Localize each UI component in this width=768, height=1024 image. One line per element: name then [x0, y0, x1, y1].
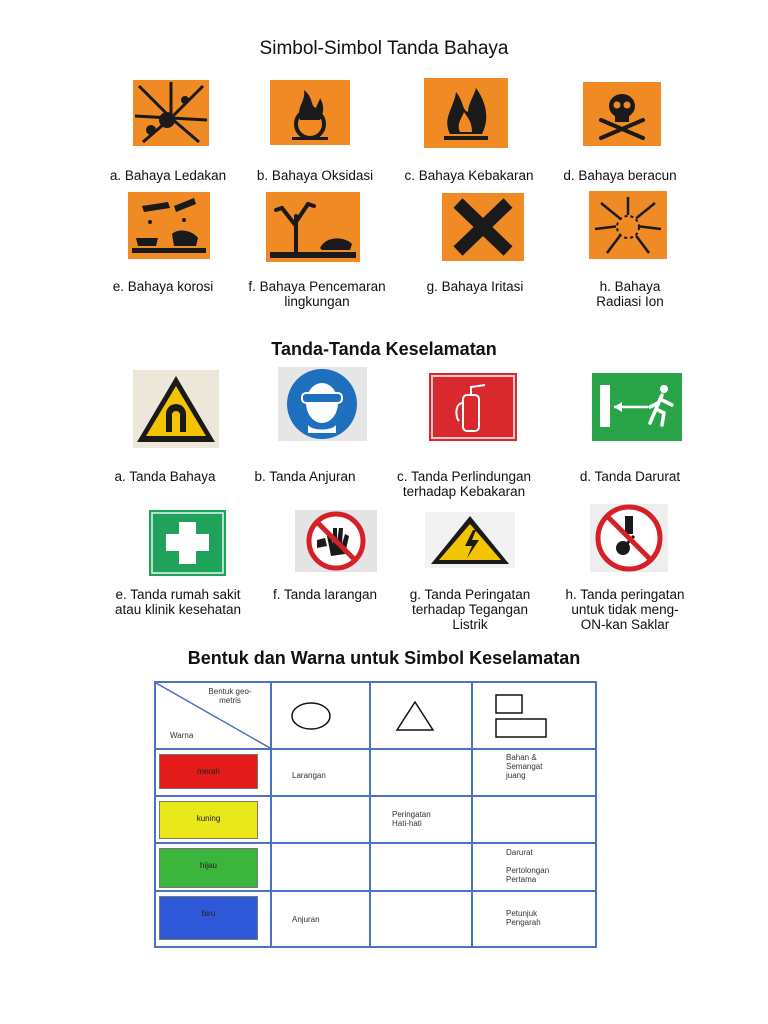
- explosive-icon: [133, 80, 209, 146]
- toxic-icon: [583, 82, 661, 146]
- color-swatch-green: [159, 848, 258, 888]
- color-name-red: merah: [197, 767, 220, 776]
- emergency-exit-icon: [592, 373, 682, 441]
- goggles-mandatory-icon: [278, 367, 367, 441]
- table-section-title: Bentuk dan Warna untuk Simbol Keselamatan: [187, 648, 581, 668]
- corrosive-icon: [128, 192, 210, 259]
- header-color-label: Warna: [170, 731, 194, 740]
- flammable-icon: [424, 78, 508, 148]
- cell-red-circle: Larangan: [292, 771, 326, 780]
- environment-icon: [266, 192, 360, 262]
- hazard-label-e: e. Bahaya korosi: [112, 279, 214, 294]
- hazard-label-d: d. Bahaya beracun: [563, 168, 677, 183]
- cell-yellow-triangle: Peringatan Hati-hati: [392, 810, 431, 828]
- hazard-label-c: c. Bahaya Kebakaran: [404, 168, 534, 183]
- safety-label-g: g. Tanda Peringatan terhadap Tegangan Listrik: [409, 587, 531, 632]
- header-shape-label: Bentuk geo- metris: [208, 687, 252, 705]
- color-name-blue: biru: [201, 909, 216, 918]
- high-voltage-icon: [425, 512, 515, 568]
- radiation-icon: [589, 191, 667, 259]
- circle-icon: [289, 699, 333, 733]
- irritant-icon: [442, 193, 524, 261]
- color-swatch-red: [159, 754, 258, 789]
- safety-label-e: e. Tanda rumah sakit atau klinik kesehatan: [114, 587, 242, 617]
- color-name-yellow: kuning: [196, 814, 221, 823]
- safety-label-f: f. Tanda larangan: [272, 587, 378, 602]
- swatch-fill: [160, 897, 257, 939]
- safety-label-a: a. Tanda Bahaya: [114, 469, 216, 484]
- hazard-section-title: Simbol-Simbol Tanda Bahaya: [259, 38, 509, 59]
- color-swatch-blue: [159, 896, 258, 940]
- first-aid-icon: [149, 510, 226, 576]
- magnet-warning-icon: [133, 370, 219, 448]
- hazard-label-g: g. Bahaya Iritasi: [426, 279, 524, 294]
- symbol-table: [154, 681, 597, 948]
- rectangle-icon: [494, 693, 550, 741]
- cell-blue-circle: Anjuran: [292, 915, 320, 924]
- no-switch-icon: [590, 504, 668, 572]
- color-swatch-yellow: [159, 801, 258, 839]
- triangle-icon: [393, 699, 437, 733]
- safety-label-h: h. Tanda peringatan untuk tidak meng- ON-kan Saklar: [565, 587, 685, 632]
- safety-label-d: d. Tanda Darurat: [579, 469, 681, 484]
- cell-blue-rect: Petunjuk Pengarah: [506, 909, 541, 927]
- hazard-label-f: f. Bahaya Pencemaran lingkungan: [248, 279, 386, 309]
- cell-green-rect: Darurat Pertolongan Pertama: [506, 848, 550, 884]
- color-name-green: hijau: [200, 861, 217, 870]
- hazard-label-h: h. Bahaya Radiasi Ion: [596, 279, 664, 309]
- safety-label-c: c. Tanda Perlindungan terhadap Kebakaran: [396, 469, 532, 499]
- hazard-label-a: a. Bahaya Ledakan: [109, 168, 227, 183]
- safety-label-b: b. Tanda Anjuran: [254, 469, 356, 484]
- cell-red-rect: Bahan & Semangat juang: [506, 753, 543, 780]
- fire-extinguisher-icon: [429, 373, 517, 441]
- oxidizing-icon: [270, 80, 350, 145]
- safety-section-title: Tanda-Tanda Keselamatan: [271, 339, 497, 359]
- hazard-label-b: b. Bahaya Oksidasi: [256, 168, 374, 183]
- no-touch-icon: [295, 510, 377, 572]
